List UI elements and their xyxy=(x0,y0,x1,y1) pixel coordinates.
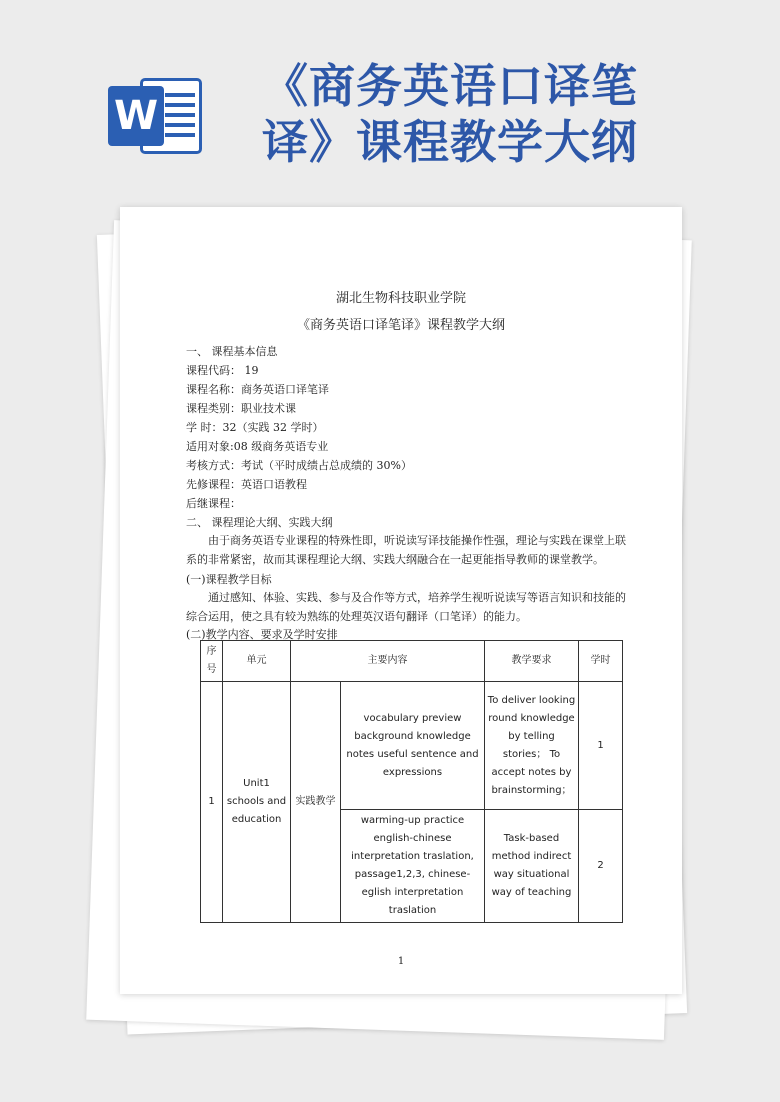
header-requirement: 教学要求 xyxy=(485,641,579,682)
section-heading: 二、 课程理论大纲、实践大纲 xyxy=(186,516,333,529)
subsection-heading: (一)课程教学目标 xyxy=(186,573,272,586)
header-no: 序号 xyxy=(201,641,223,682)
section-heading: 一、 课程基本信息 xyxy=(186,345,278,358)
cell-requirement: Task-based method indirect way situational way of teaching xyxy=(485,810,579,923)
header-unit: 单元 xyxy=(223,641,291,682)
cell-hours: 1 xyxy=(579,682,623,810)
info-line: 后继课程： xyxy=(186,497,241,510)
cell-unit: Unit1 schools and education xyxy=(223,682,291,923)
intro-paragraph: 由于商务英语专业课程的特殊性即，听说读写译技能操作性强，理论与实践在课堂上联系的非常紧密，故而其课程理论大纲、实践大纲融合在一起更能指导教师的课堂教学。 xyxy=(186,534,626,566)
info-line: 适用对象:08 级商务英语专业 xyxy=(186,440,329,453)
school-name: 湖北生物科技职业学院 xyxy=(335,291,466,306)
banner-title: 《商务英语口译笔译》课程教学大纲 xyxy=(262,59,638,169)
goal-paragraph: 通过感知、体验、实践、参与及合作等方式，培养学生视听说读写等语言知识和技能的综合运用，使之具有较为熟练的处理英汉语句翻译（口笔译）的能力。 xyxy=(186,591,626,623)
word-badge: W xyxy=(108,86,164,146)
header-hours: 学时 xyxy=(579,641,623,682)
cell-type: 实践教学 xyxy=(291,682,341,923)
info-line: 先修课程：英语口语教程 xyxy=(186,478,307,491)
table-row xyxy=(201,682,623,810)
word-document-icon xyxy=(108,72,208,158)
syllabus-table xyxy=(200,640,623,923)
cell-requirement: To deliver looking round knowledge by telling stories； To accept notes by brainstorming； xyxy=(485,682,579,810)
page-number: 1 xyxy=(397,956,405,967)
info-line: 学 时：32（实践 32 学时） xyxy=(186,421,324,434)
info-line: 考核方式：考试（平时成绩占总成绩的 30%） xyxy=(186,459,412,472)
info-line: 课程类别：职业技术课 xyxy=(186,402,296,415)
document-page xyxy=(120,207,682,994)
cell-content: vocabulary preview background knowledge notes useful sentence and expressions xyxy=(341,682,485,810)
cell-no: 1 xyxy=(201,682,223,923)
cell-hours: 2 xyxy=(579,810,623,923)
table-header-row xyxy=(201,641,623,682)
document-title: 《商务英语口译笔译》课程教学大纲 xyxy=(296,318,505,333)
subsection-heading: (二)教学内容、要求及学时安排 xyxy=(186,628,338,641)
info-line: 课程名称：商务英语口译笔译 xyxy=(186,383,329,396)
info-line: 课程代码： 19 xyxy=(186,364,259,377)
cell-content: warming-up practice english-chinese interpretation traslation, passage1,2,3, chinese-eglish interpretation traslation xyxy=(341,810,485,923)
banner xyxy=(0,0,780,200)
header-content: 主要内容 xyxy=(291,641,485,682)
